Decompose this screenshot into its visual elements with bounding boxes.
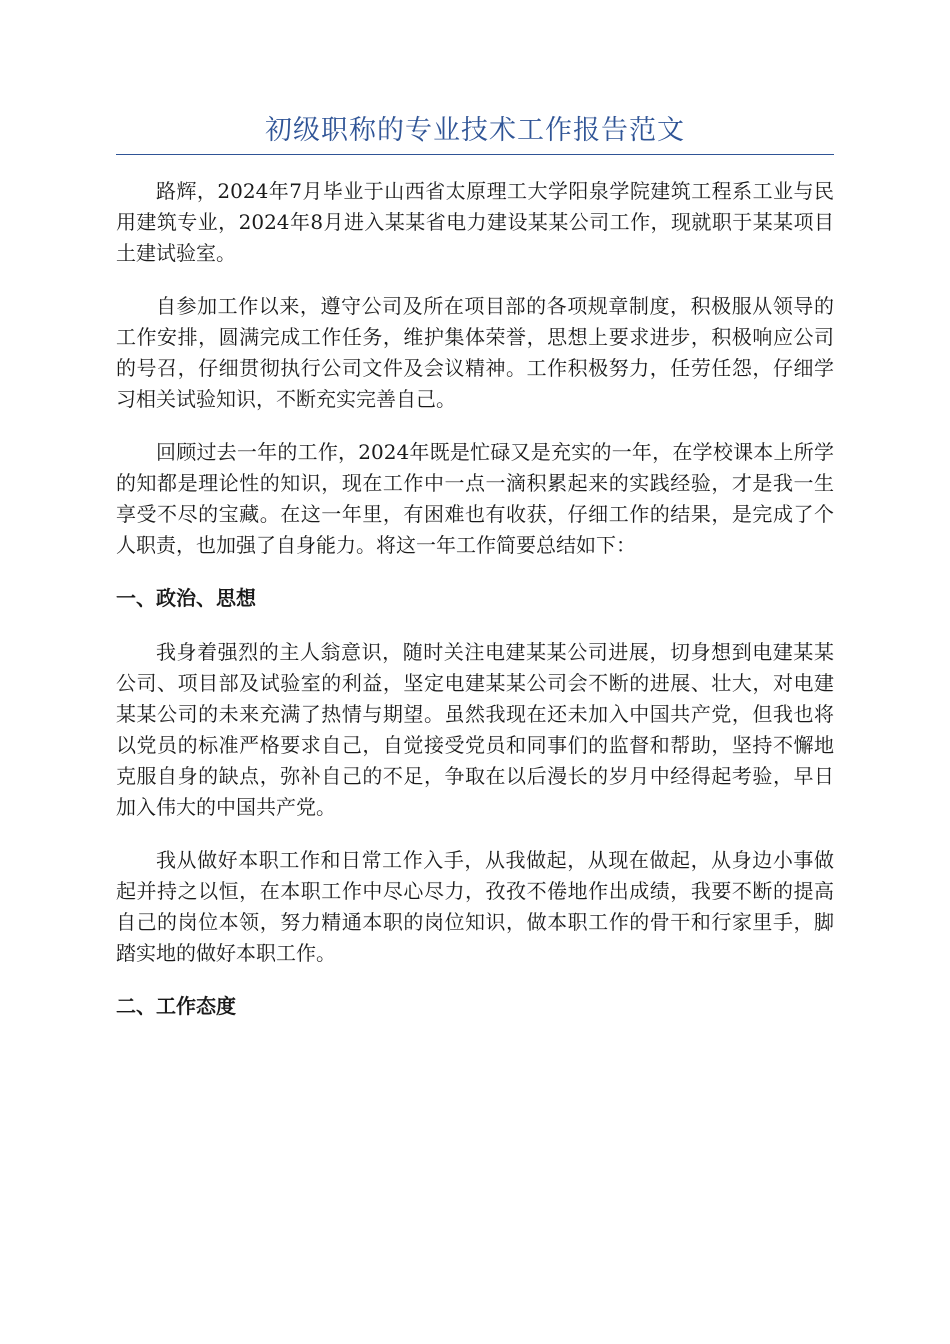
paragraph-politics-1: 我身着强烈的主人翁意识，随时关注电建某某公司进展，切身想到电建某某公司、项目部及试验室的利益，坚定电建某某公司会不断的进展、壮大，对电建某某公司的未来充满了热情与期望。虽然我现在还未加入中国共产党，但我也将以党员的标准严格要求自己，自觉接受党员和同事们的监督和帮助，坚持不懈地克服自身的缺点，弥补自己的不足，争取在以后漫长的岁月中经得起考验，早日加入伟大的中国共产党。 <box>116 640 834 819</box>
paragraph-review: 回顾过去一年的工作，2024年既是忙碌又是充实的一年，在学校课本上所学的知都是理论性的知识，现在工作中一点一滴积累起来的实践经验，才是我一生享受不尽的宝藏。在这一年里，有困难也有收获，仔细工作的结果，是完成了个人职责，也加强了自身能力。将这一年工作简要总结如下： <box>116 440 834 557</box>
document-body <box>116 176 834 1045</box>
paragraph-politics-2: 我从做好本职工作和日常工作入手，从我做起，从现在做起，从身边小事做起并持之以恒，在本职工作中尽心尽力，孜孜不倦地作出成绩，我要不断的提高自己的岗位本领，努力精通本职的岗位知识，做本职工作的骨干和行家里手，脚踏实地的做好本职工作。 <box>116 848 834 965</box>
section-heading-attitude: 二、工作态度 <box>116 994 236 1018</box>
section-heading-politics: 一、政治、思想 <box>116 586 256 610</box>
document-title: 初级职称的专业技术工作报告范文 <box>265 115 685 146</box>
paragraph-work-attitude: 自参加工作以来，遵守公司及所在项目部的各项规章制度，积极服从领导的工作安排，圆满完成工作任务，维护集体荣誉，思想上要求进步，积极响应公司的号召，仔细贯彻执行公司文件及会议精神。工作积极努力，任劳任怨，仔细学习相关试验知识，不断充实完善自己。 <box>116 294 834 411</box>
paragraph-intro: 路辉，2024年7月毕业于山西省太原理工大学阳泉学院建筑工程系工业与民用建筑专业，2024年8月进入某某省电力建设某某公司工作，现就职于某某项目土建试验室。 <box>116 179 834 265</box>
title-underline <box>116 154 834 155</box>
